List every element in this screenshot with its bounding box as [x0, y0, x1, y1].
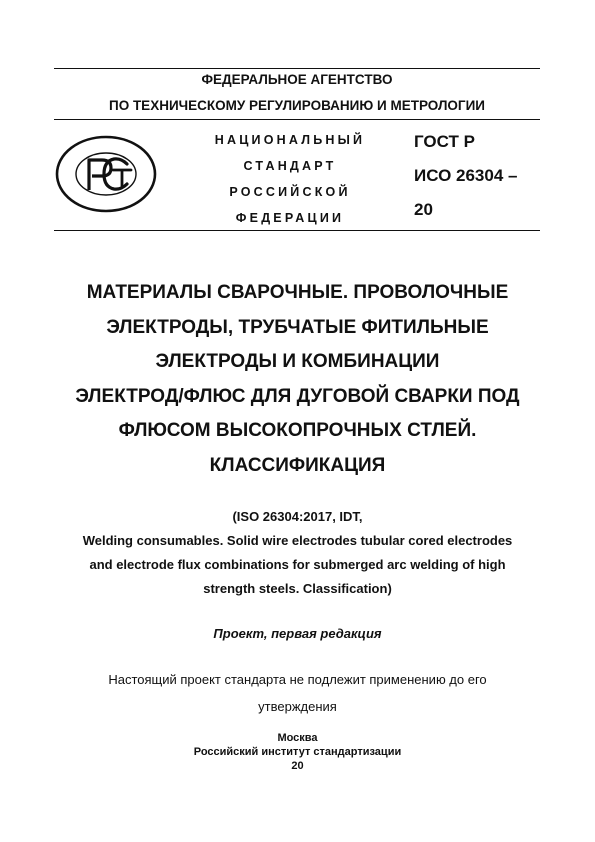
iso-reference-line: Welding consumables. Solid wire electrodes tubular cored electrodes [82, 533, 513, 548]
rst-certification-mark-icon [55, 134, 157, 214]
draft-label: Проект, первая редакция [213, 626, 382, 641]
document-title [40, 276, 555, 483]
title-line: ЭЛЕКТРОДЫ, ТРУБЧАТЫЕ ФИТИЛЬНЫЕ [106, 316, 489, 338]
standard-designation [414, 125, 517, 227]
title-line: МАТЕРИАЛЫ СВАРОЧНЫЕ. ПРОВОЛОЧНЫЕ [86, 282, 509, 303]
notice-line: Настоящий проект стандарта не подлежит применению до его [108, 672, 487, 687]
footer-city: Москва [277, 732, 318, 744]
footer-publisher: Российский институт стандартизации [193, 746, 402, 758]
agency-name [54, 67, 540, 119]
notice-line: утверждения [258, 699, 337, 714]
designation-line: ИСО 26304 – [414, 166, 518, 185]
publication-footer [40, 731, 555, 773]
national-standard-line: НАЦИОНАЛЬНЫЙ [214, 133, 366, 147]
agency-line-1: ФЕДЕРАЛЬНОЕ АГЕНТСТВО [201, 72, 393, 87]
iso-reference-line: strength steels. Classification) [203, 581, 392, 596]
iso-reference-line: (ISO 26304:2017, IDT, [232, 509, 363, 524]
draft-notice [40, 666, 555, 720]
designation-line: 20 [414, 200, 433, 219]
title-line: ЭЛЕКТРОДЫ И КОМБИНАЦИИ [155, 351, 440, 372]
national-standard-line: РОССИЙСКОЙ [229, 185, 351, 199]
iso-reference [40, 505, 555, 601]
agency-rule [54, 119, 540, 120]
national-standard-line: ФЕДЕРАЦИИ [235, 211, 345, 225]
designation-line: ГОСТ Р [414, 132, 475, 151]
national-standard-line: СТАНДАРТ [243, 159, 337, 173]
title-line: КЛАССИФИКАЦИЯ [209, 454, 386, 476]
agency-line-2: ПО ТЕХНИЧЕСКОМУ РЕГУЛИРОВАНИЮ И МЕТРОЛОГИИ [108, 98, 485, 113]
iso-reference-line: and electrode flux combinations for submerged arc welding of high [89, 557, 506, 572]
title-line: ЭЛЕКТРОД/ФЛЮС ДЛЯ ДУГОВОЙ СВАРКИ ПОД [75, 385, 520, 407]
title-line: ФЛЮСОМ ВЫСОКОПРОЧНЫХ СТЛЕЙ. [118, 420, 477, 441]
footer-year: 20 [291, 760, 304, 772]
national-standard-label [200, 127, 380, 231]
